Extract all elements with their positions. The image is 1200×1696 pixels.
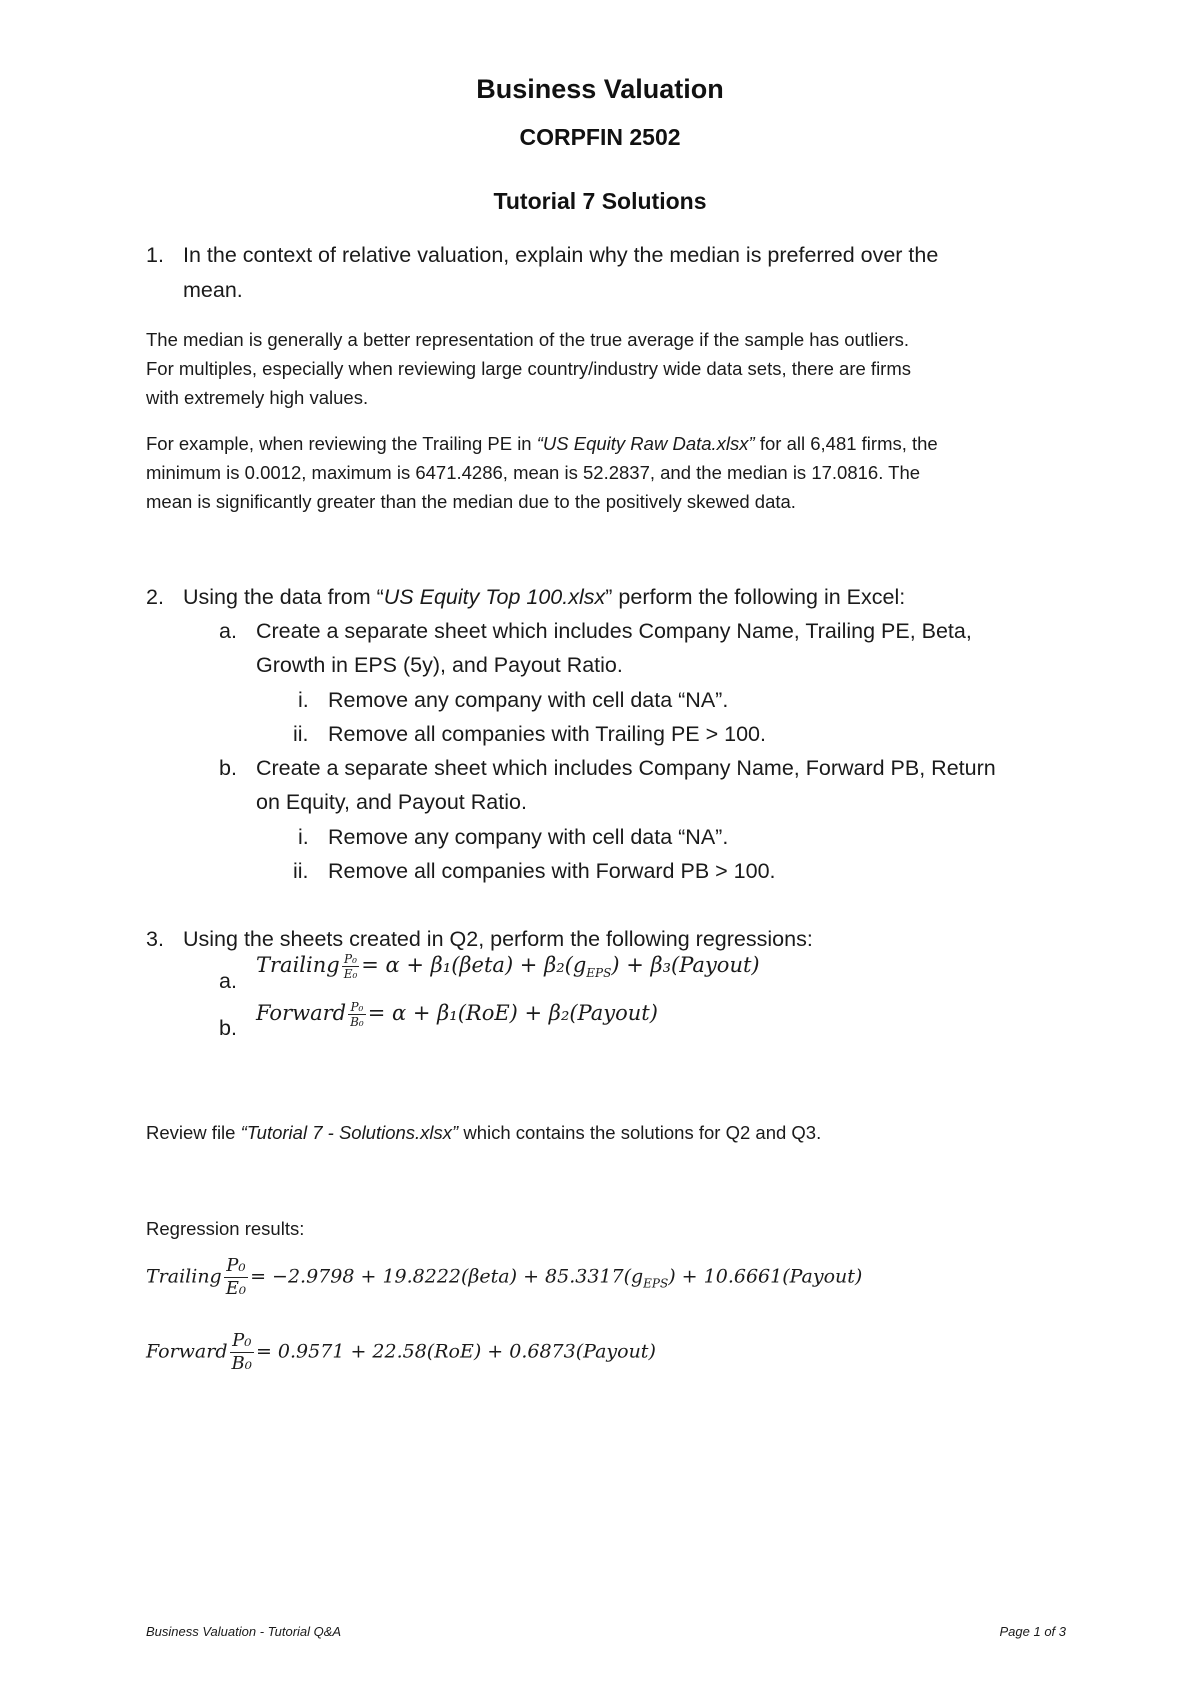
footer-page-number: Page 1 of 3	[999, 1624, 1066, 1639]
q2-a-i-text: Remove any company with cell data “NA”.	[328, 688, 729, 712]
results-equation-forward: Forward $\frac{\text{P₀}}{\text{B₀}}$ = 0.9571 + 22.58(RoE) + 0.6873(Payout)	[146, 1330, 656, 1374]
q2-a-ii-text: Remove all companies with Trailing PE > 100.	[328, 722, 766, 746]
q1-example-file: “US Equity Raw Data.xlsx”	[536, 433, 755, 454]
document-title: Business Valuation	[476, 74, 724, 104]
q1-answer-line1: The median is generally a better representation of the true average if the sample has outliers.	[146, 329, 910, 350]
q3-text: Using the sheets created in Q2, perform the following regressions:	[183, 927, 813, 951]
q1-answer-line2: For multiples, especially when reviewing large country/industry wide data sets, there are firms	[146, 358, 911, 379]
q3-a-fraction: $\frac{\text{P₀}}{\text{E₀}}$	[343, 952, 358, 981]
q2-number: 2.	[146, 585, 164, 609]
results-equation-trailing: Trailing $\frac{\text{P₀}}{\text{E₀}}$ = $-2.9798 + 19.8222(\beta eta) + 85.3317(g_{EPS})$ + 10.6661(Payout)	[146, 1255, 863, 1299]
footer-left: Business Valuation - Tutorial Q&A	[146, 1624, 342, 1639]
q3-number: 3.	[146, 927, 164, 951]
q2-text-pre: Using the data from “	[183, 585, 384, 609]
q2-text-post: ” perform the following in Excel:	[605, 585, 906, 609]
q2-b-label: b.	[219, 756, 237, 780]
q1-example-pre: For example, when reviewing the Trailing PE in	[146, 433, 537, 454]
q2-a-label: a.	[219, 619, 237, 643]
q2-a-line1: Create a separate sheet which includes Company Name, Trailing PE, Beta,	[256, 619, 972, 643]
q2-b-i-text: Remove any company with cell data “NA”.	[328, 825, 729, 849]
q2-b-line2: on Equity, and Payout Ratio.	[256, 790, 527, 814]
course-code: CORPFIN 2502	[519, 124, 681, 150]
results-heading: Regression results:	[146, 1218, 305, 1239]
q1-number: 1.	[146, 243, 164, 267]
review-file: “Tutorial 7 - Solutions.xlsx”	[240, 1122, 459, 1143]
q2-b-i-label: i.	[298, 825, 309, 849]
q1-answer-line3: with extremely high values.	[146, 387, 369, 408]
q3-b-equation: Forward $\frac{\text{P₀}}{\text{B₀}}$ = α + β₁(RoE) + β₂(Payout)	[256, 1000, 658, 1029]
q2-a-ii-label: ii.	[293, 722, 309, 746]
q2-b-ii-label: ii.	[293, 859, 309, 883]
q1-example-line3: mean is significantly greater than the median due to the positively skewed data.	[146, 491, 796, 512]
q3-b-fraction: $\frac{\text{P₀}}{\text{B₀}}$	[350, 1000, 364, 1029]
q2-b-line1: Create a separate sheet which includes Company Name, Forward PB, Return	[256, 756, 996, 780]
results-eq1-fraction: $\frac{\text{P₀}}{\text{E₀}}$	[225, 1255, 247, 1299]
q1-text-line1: In the context of relative valuation, explain why the median is preferred over the	[183, 243, 939, 267]
q1-example-post: for all 6,481 firms, the	[754, 433, 938, 454]
q3-a-label: a.	[219, 969, 237, 993]
q3-a-equation: Trailing $\frac{\text{P₀}}{\text{E₀}}$ = $\alpha + \beta_1(\beta eta) + \beta_2(g_{EPS})$ + β₃(Payout)	[256, 952, 760, 981]
q2-file: US Equity Top 100.xlsx	[383, 585, 606, 609]
q1-example-line2: minimum is 0.0012, maximum is 6471.4286, mean is 52.2837, and the median is 17.0816. The	[146, 462, 921, 483]
document-subtitle: Tutorial 7 Solutions	[493, 188, 707, 214]
q3-b-label: b.	[219, 1016, 237, 1040]
results-eq2-fraction: $\frac{\text{P₀}}{\text{B₀}}$	[231, 1330, 252, 1374]
q1-text-line2: mean.	[183, 278, 243, 302]
review-line: Review file “Tutorial 7 - Solutions.xlsx” which contains the solutions for Q2 and Q3.	[146, 1122, 822, 1143]
q2-a-i-label: i.	[298, 688, 309, 712]
q2-a-line2: Growth in EPS (5y), and Payout Ratio.	[256, 653, 623, 677]
q2-b-ii-text: Remove all companies with Forward PB > 100.	[328, 859, 776, 883]
q1-example-line1	[146, 429, 938, 458]
q2-text	[183, 580, 905, 615]
